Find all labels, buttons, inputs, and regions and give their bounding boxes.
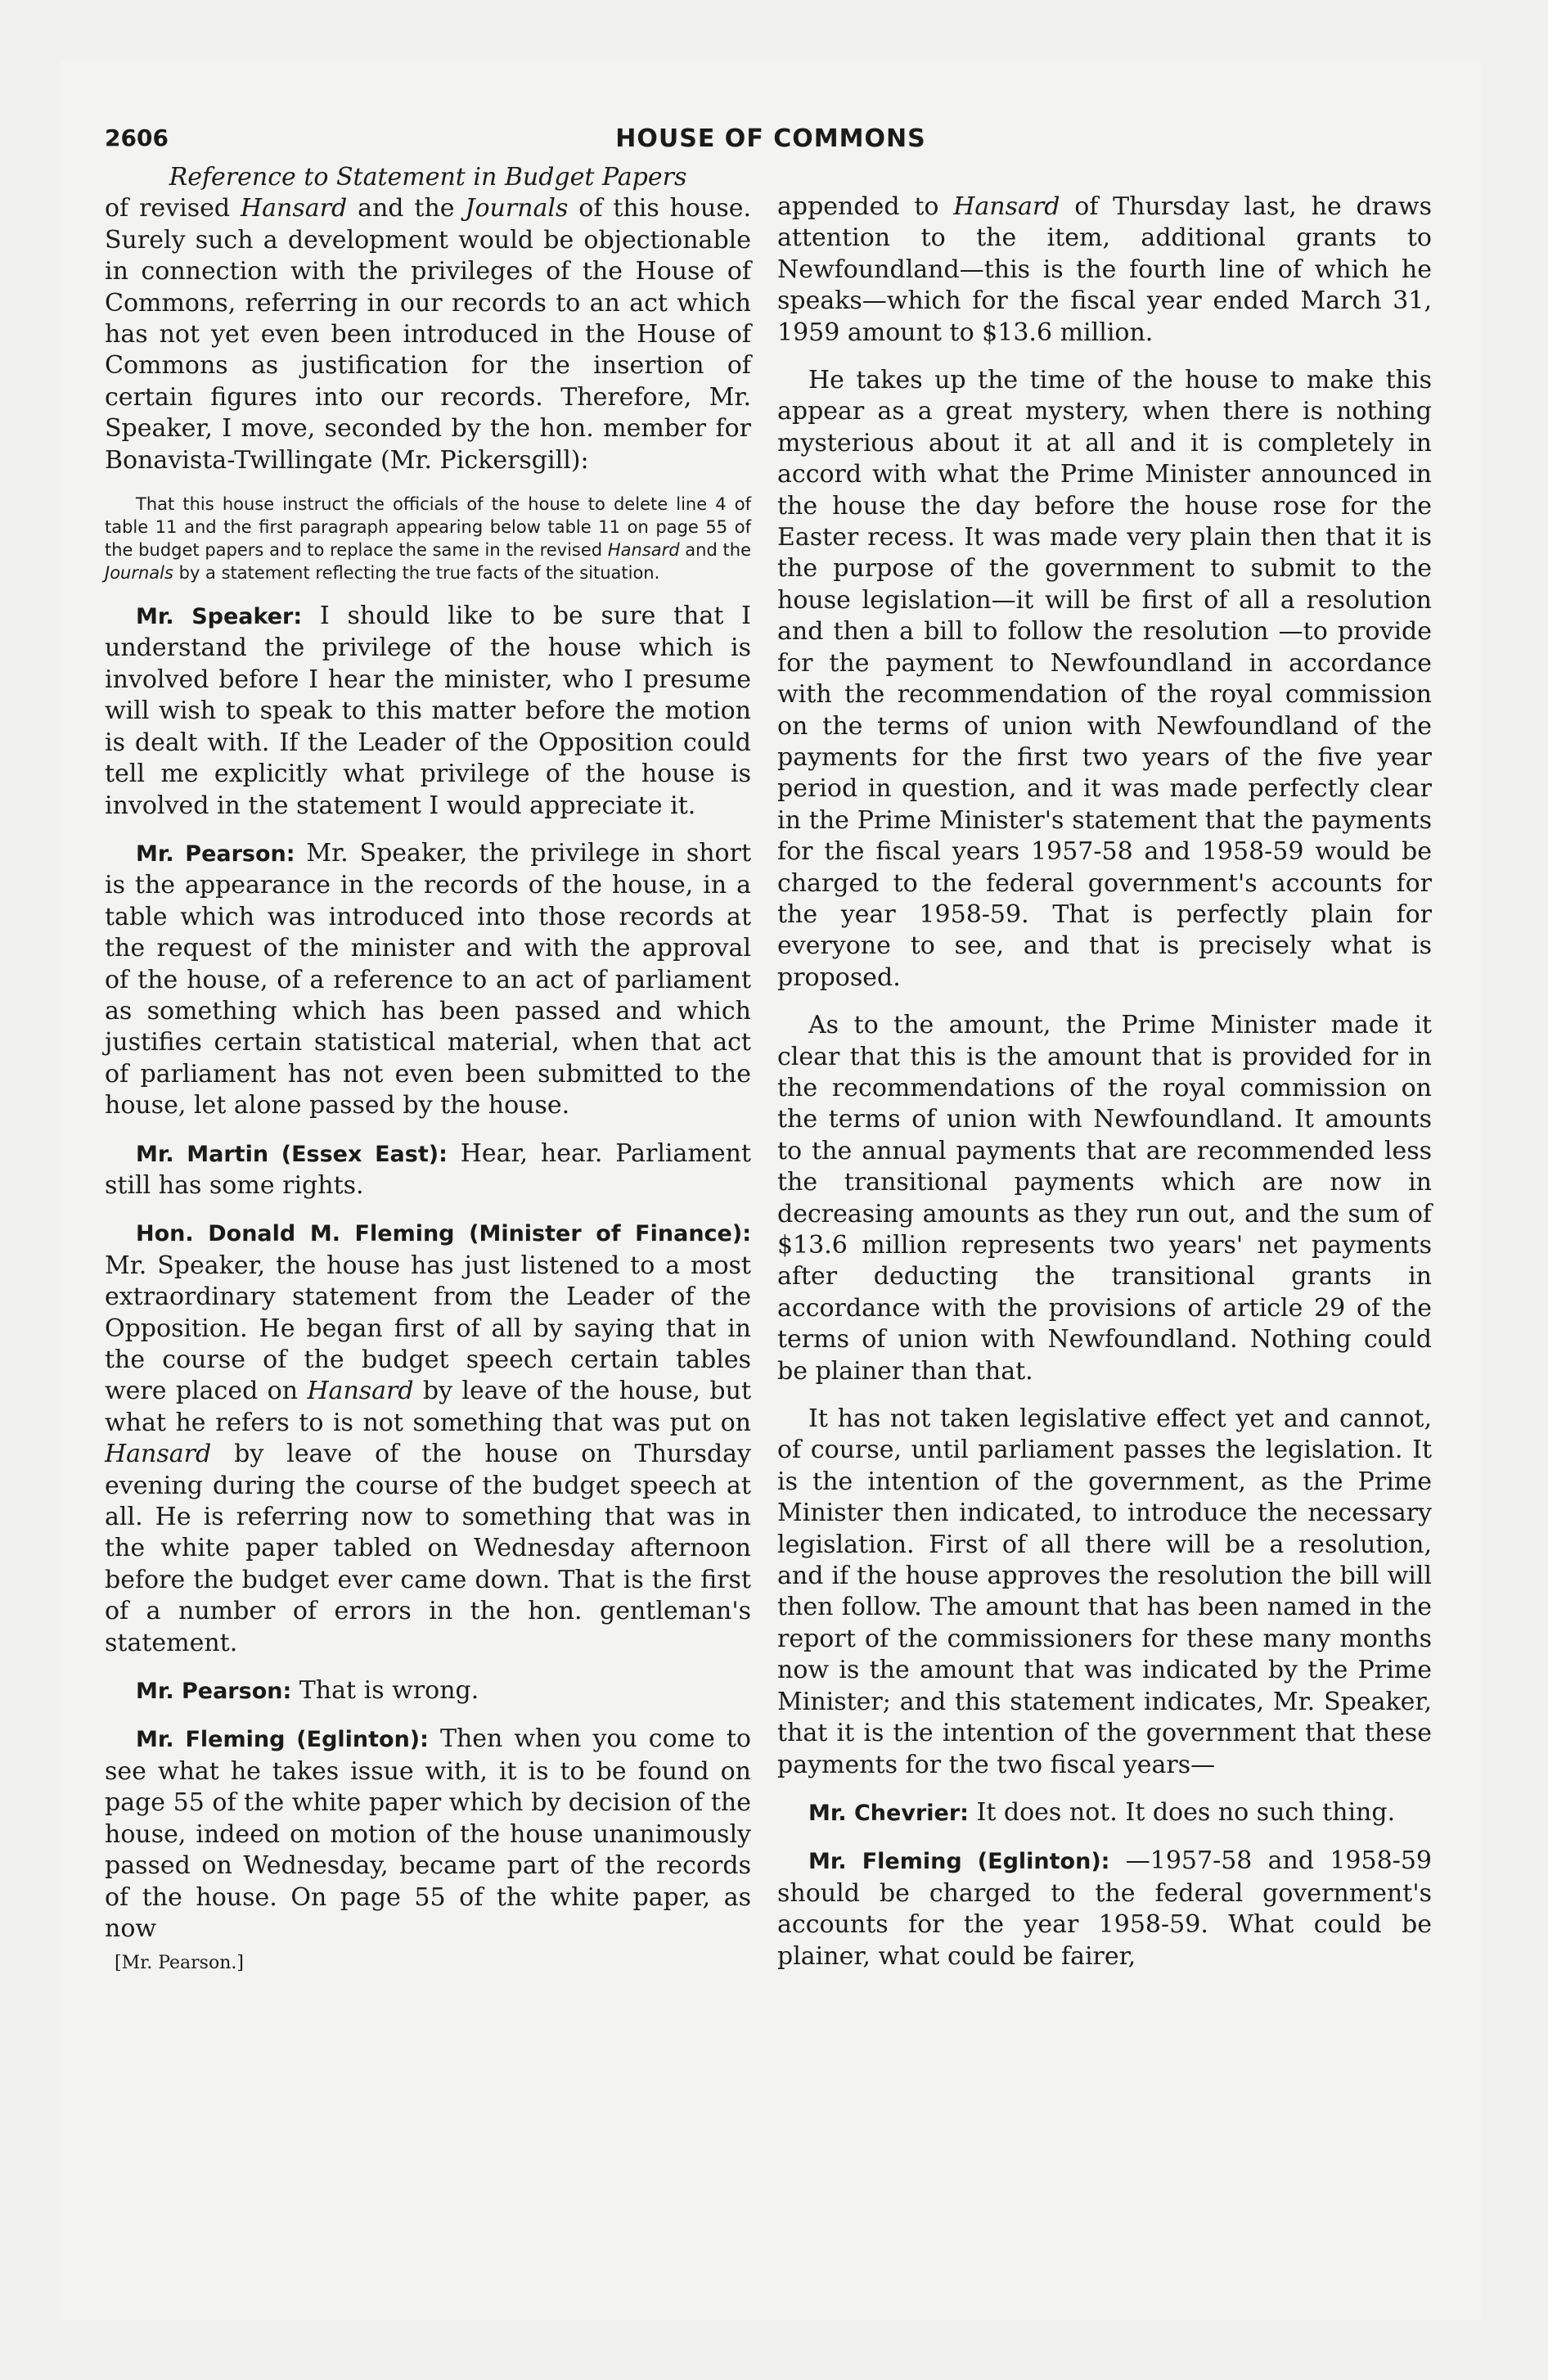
speaker-name: Mr. Chevrier: xyxy=(808,1800,969,1826)
speech-mr-pearson-2: Mr. Pearson: That is wrong. xyxy=(136,1676,479,1706)
page-header xyxy=(105,124,1437,160)
page-number: 2606 xyxy=(105,124,169,151)
speaker-name: Mr. Pearson: xyxy=(136,1679,292,1705)
paragraph-motion-intro: of revised Hansard and the Journals of this house. Surely such a development would be objectionable in connection with the privileges of the House of Commons, referring in our records to an act which has not yet even been introduced in the House of Commons as justification for the insertion of certain figures into our records. Therefore, Mr. Speaker, I move, seconded by the hon. member for Bonavista-Twillingate (Mr. Pickersgill): xyxy=(105,194,752,475)
paragraph-amount: As to the amount, the Prime Minister made it clear that this is the amount that is provided for in the recommendations of the royal commission on the terms of union with Newfoundland. It amounts to the annual payments that are recommended less the transitional payments which are now in decreasing amounts as they run out, and the sum of $13.6 million represents two years' net payments after deducting the transitional grants in accordance with the provisions of article 29 of the terms of union with Newfoundland. Nothing could be plainer than that. xyxy=(777,1011,1432,1386)
right-column xyxy=(777,192,1432,1989)
motion-quote: That this house instruct the officials of the house to delete line 4 of table 11 and the first paragraph appearing below table 11 on page 55 of the budget papers and to replace the same in the revised Hansard and the Journals by a statement reflecting the true facts of the situation. xyxy=(105,494,752,584)
speech-mr-fleming: Mr. Fleming (Eglinton): Then when you come to see what he takes issue with, it is to be found on page 55 of the white paper which by decision of the house, indeed on motion of the house unanimously passed on Wednesday, became part of the records of the house. On page 55 of the white paper, as now xyxy=(105,1724,751,1943)
speech-hon-fleming: Hon. Donald M. Fleming (Minister of Finance): Mr. Speaker, the house has just listened to a most extraordinary statement from the Leader of the Opposition. He began first of all by saying that in the course of the budget speech certain tables were placed on Hansard by leave of the house, but what he refers to is not something that was put on Hansard by leave of the house on Thursday evening during the course of the budget speech at all. He is referring now to something that was in the white paper tabled on Wednesday afternoon before the budget ever came down. That is the first of a number of errors in the hon. gentleman's statement. xyxy=(105,1221,751,1657)
speech-mr-pearson: Mr. Pearson: Mr. Speaker, the privilege in short is the appearance in the records of the house, in a table which was introduced into those records at the request of the minister and with the approval of the house, of a reference to an act of parliament as something which has been passed and which justifies certain statistical material, when that act of parliament has not even been submitted to the house, let alone passed by the house. xyxy=(105,838,752,1120)
speech-mr-speaker: Mr. Speaker: I should like to be sure that I understand the privilege of the house which is involved before I hear the minister, who I presume will wish to speak to this matter before the motion is dealt with. If the Leader of the Opposition could tell me explicitly what privilege of the house is involved in the statement I would appreciate it. xyxy=(105,602,751,820)
speaker-name: Mr. Fleming (Eglinton): xyxy=(808,1849,1110,1875)
speech-mr-chevrier: Mr. Chevrier: It does not. It does no such thing. xyxy=(808,1797,1396,1827)
paragraph-legislation: It has not taken legislative effect yet and cannot, of course, until parliament passes the legislation. It is the intention of the government, as the Prime Minister then indicated, to introduce the necessary legislation. First of all there will be a resolution, and if the house approves the resolution the bill will then follow. The amount that has been named in the report of the commissioners for these many months now is the amount that was indicated by the Prime Minister; and this statement indicates, Mr. Speaker, that it is the intention of the government that these payments for the two fiscal years— xyxy=(777,1404,1432,1779)
section-subheading: Reference to Statement in Budget Papers xyxy=(169,163,687,192)
speaker-name: Mr. Pearson: xyxy=(136,841,295,867)
page xyxy=(61,61,1481,2319)
speaker-name: Mr. Fleming (Eglinton): xyxy=(136,1727,429,1753)
speech-mr-fleming-2: Mr. Fleming (Eglinton): —1957-58 and 1958-59 should be charged to the federal government's accounts for the year 1958-59. What could be plainer, what could be fairer, xyxy=(777,1846,1432,1971)
speaker-name: Hon. Donald M. Fleming (Minister of Finance): xyxy=(136,1221,751,1247)
paragraph-continued: appended to Hansard of Thursday last, he draws attention to the item, additional grants to Newfoundland—this is the fourth line of which he speaks—which for the fiscal year ended March 31, 1959 amount to $13.6 million. xyxy=(777,192,1432,347)
footer-speaker-note: [Mr. Pearson.] xyxy=(115,1953,244,1974)
journal-title: HOUSE OF COMMONS xyxy=(615,124,926,153)
left-column xyxy=(105,162,751,1976)
speaker-name: Mr. Martin (Essex East): xyxy=(136,1141,448,1167)
speaker-name: Mr. Speaker: xyxy=(136,604,303,630)
speech-mr-martin: Mr. Martin (Essex East): Hear, hear. Parliament still has some rights. xyxy=(105,1138,751,1200)
paragraph-mystery: He takes up the time of the house to make this appear as a great mystery, when there is nothing mysterious about it at all and it is completely in accord with what the Prime Minister announced in the house the day before the house rose for the Easter recess. It was made very plain then that it is the purpose of the government to submit to the house legislation—it will be first of all a resolution and then a bill to follow the resolution —to provide for the payment to Newfoundland in accordance with the recommendation of the royal commission on the terms of union with Newfoundland of the payments for the first two years of the five year period in question, and it was made perfectly clear in the Prime Minister's statement that the payments for the fiscal years 1957-58 and 1958-59 would be charged to the federal government's accounts for the year 1958-59. That is perfectly plain for everyone to see, and that is precisely what is proposed. xyxy=(777,366,1432,992)
